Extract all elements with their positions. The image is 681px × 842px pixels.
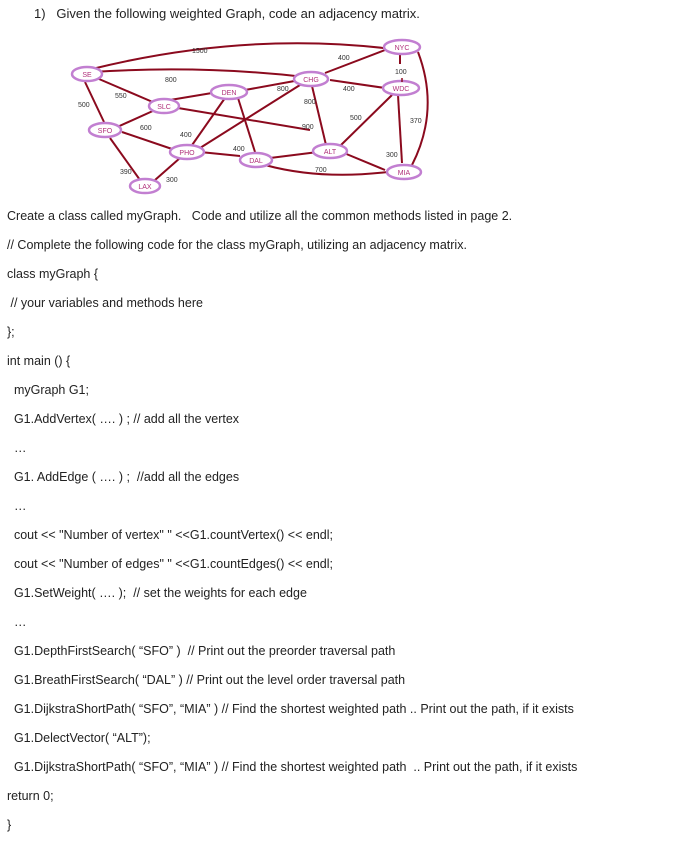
svg-text:SFO: SFO bbox=[97, 128, 113, 135]
edge-den-dal bbox=[238, 98, 255, 152]
svg-text:DEN: DEN bbox=[221, 90, 237, 97]
vertex-pho bbox=[170, 145, 204, 159]
vertex-lax bbox=[130, 179, 160, 193]
weight-label: 100 bbox=[395, 69, 407, 76]
edge-nyc-mia bbox=[412, 52, 428, 165]
vertex-se bbox=[72, 67, 102, 81]
edge-wdc-mia bbox=[398, 95, 402, 163]
svg-text:MIA: MIA bbox=[397, 170, 411, 177]
weight-label: 600 bbox=[140, 125, 152, 132]
vertex-alt bbox=[313, 144, 347, 158]
edge-den-chg bbox=[245, 80, 300, 90]
svg-text:SLC: SLC bbox=[157, 104, 171, 111]
code-line: G1.BreathFirstSearch( “DAL” ) // Print out the level order traversal path bbox=[7, 673, 406, 687]
code-line: // your variables and methods here bbox=[7, 296, 203, 310]
svg-text:SE: SE bbox=[82, 72, 92, 79]
code-comment: // Complete the following code for the class myGraph, utilizing an adjacency matrix. bbox=[7, 238, 467, 252]
code-line: G1. AddEdge ( …. ) ; //add all the edges bbox=[7, 470, 240, 484]
weight-label: 370 bbox=[410, 118, 422, 125]
code-line: }; bbox=[7, 325, 15, 339]
weight-label: 400 bbox=[180, 132, 192, 139]
code-line: G1.DelectVector( “ALT”); bbox=[7, 731, 151, 745]
svg-text:CHG: CHG bbox=[303, 77, 319, 84]
weight-label: 400 bbox=[338, 55, 350, 62]
svg-text:ALT: ALT bbox=[323, 149, 337, 156]
weight-label: 800 bbox=[165, 77, 177, 84]
weight-label: 800 bbox=[277, 86, 289, 93]
code-line: myGraph G1; bbox=[7, 383, 89, 397]
vertex-nyc bbox=[384, 40, 420, 54]
code-line: G1.DijkstraShortPath( “SFO”, “MIA” ) // Find the shortest weighted path .. Print out the path, if it exists bbox=[7, 760, 578, 774]
svg-text:DAL: DAL bbox=[249, 158, 263, 165]
code-line: cout << "Number of vertex" " <<G1.countVertex() << endl; bbox=[7, 528, 333, 542]
svg-text:PHO: PHO bbox=[179, 150, 195, 157]
svg-text:LAX: LAX bbox=[138, 184, 152, 191]
edge-chg-nyc bbox=[325, 50, 385, 73]
weight-label: 500 bbox=[78, 102, 90, 109]
code-line: class myGraph { bbox=[7, 267, 99, 281]
code-line: G1.DijkstraShortPath( “SFO”, “MIA” ) // Find the shortest weighted path .. Print out the path, if it exists bbox=[7, 702, 574, 716]
vertex-chg bbox=[294, 72, 328, 86]
weight-label: 390 bbox=[120, 169, 132, 176]
svg-text:NYC: NYC bbox=[394, 45, 410, 52]
edge-dal-alt bbox=[270, 152, 318, 158]
vertex-sfo bbox=[89, 123, 121, 137]
code-line: cout << "Number of edges" " <<G1.countEdges() << endl; bbox=[7, 557, 334, 571]
svg-text:WDC: WDC bbox=[392, 86, 410, 93]
edge-sfo-pho bbox=[122, 132, 175, 150]
code-line: int main () { bbox=[7, 354, 71, 368]
edge-chg-wdc bbox=[330, 80, 385, 88]
code-line: G1.DepthFirstSearch( “SFO” ) // Print out the preorder traversal path bbox=[7, 644, 396, 658]
code-line: … bbox=[7, 615, 27, 629]
code-line: } bbox=[7, 818, 12, 832]
code-line: G1.SetWeight( …. ); // set the weights for each edge bbox=[7, 586, 307, 600]
edge-chg-alt bbox=[312, 86, 326, 145]
weight-label: 500 bbox=[350, 115, 362, 122]
weight-label: 400 bbox=[343, 86, 355, 93]
question-title: 1) Given the following weighted Graph, code an adjacency matrix. bbox=[34, 6, 420, 21]
edge-se-nyc bbox=[92, 43, 400, 69]
instruction-line: Create a class called myGraph. Code and utilize all the common methods listed in page 2. bbox=[7, 209, 513, 223]
code-line: … bbox=[7, 499, 27, 513]
weight-label: 700 bbox=[315, 167, 327, 174]
code-line: G1.AddVertex( …. ) ; // add all the vertex bbox=[7, 412, 240, 426]
vertex-dal bbox=[240, 153, 272, 167]
vertex-wdc bbox=[383, 81, 419, 95]
vertex-slc bbox=[149, 99, 179, 113]
weight-label: 800 bbox=[304, 99, 316, 106]
code-line: return 0; bbox=[7, 789, 54, 803]
edge-alt-wdc bbox=[340, 95, 392, 146]
vertex-den bbox=[211, 85, 247, 99]
weighted-graph-diagram bbox=[0, 0, 681, 200]
weight-label: 1500 bbox=[192, 48, 208, 55]
weight-label: 400 bbox=[233, 146, 245, 153]
weight-label: 300 bbox=[166, 177, 178, 184]
weight-label: 300 bbox=[386, 152, 398, 159]
vertex-mia bbox=[387, 165, 421, 179]
edge-alt-mia bbox=[344, 153, 385, 170]
weight-label: 900 bbox=[302, 124, 314, 131]
weight-label: 550 bbox=[115, 93, 127, 100]
edge-se-chg bbox=[92, 69, 305, 77]
edge-den-pho bbox=[190, 98, 225, 148]
code-line: … bbox=[7, 441, 27, 455]
